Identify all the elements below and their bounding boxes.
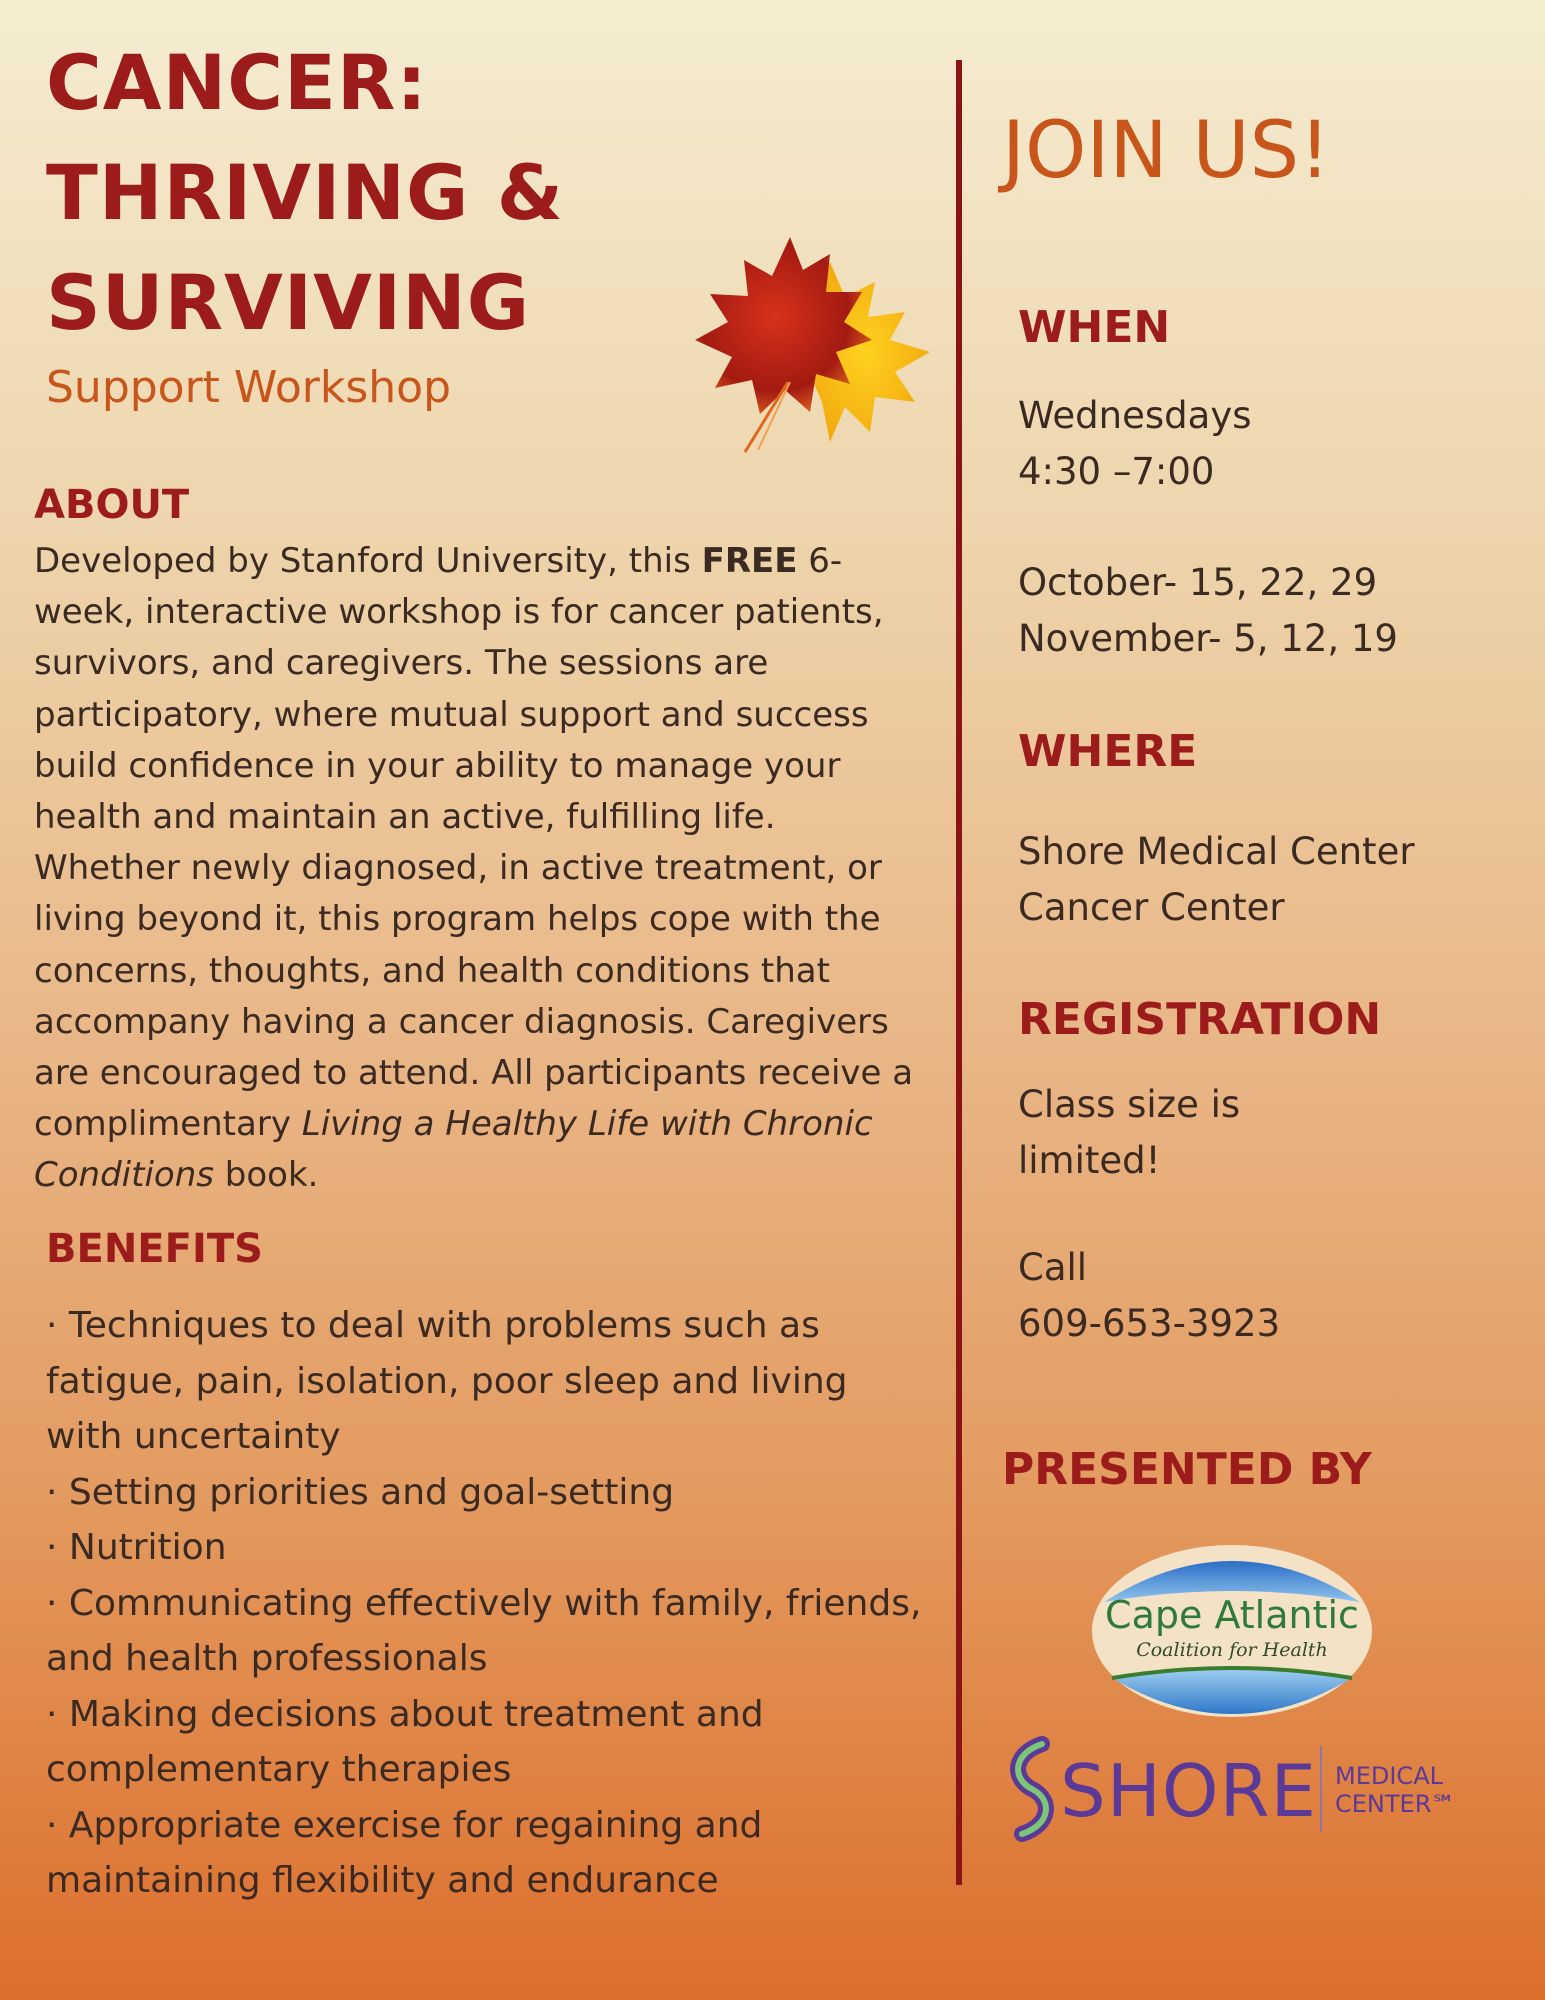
dates-october: October- 15, 22, 29	[1018, 561, 1378, 604]
dates-november: November- 5, 12, 19	[1018, 617, 1398, 660]
shore-medical: MEDICAL	[1335, 1762, 1443, 1790]
list-item: · Techniques to deal with problems such as fatigue, pain, isolation, poor sleep and living with uncertainty	[46, 1305, 848, 1457]
title-line: SURVIVING	[46, 258, 531, 347]
column-divider	[956, 60, 962, 1885]
registration-heading: REGISTRATION	[1018, 994, 1382, 1045]
when-day: Wednesdays	[1018, 394, 1252, 437]
benefits-list	[46, 1298, 926, 1909]
where-line: Cancer Center	[1018, 886, 1285, 929]
list-item: · Nutrition	[46, 1527, 227, 1568]
free-emphasis: FREE	[701, 541, 798, 581]
title-line: CANCER:	[46, 38, 428, 127]
subtitle: Support Workshop	[46, 362, 452, 413]
about-text: Developed by Stanford University, this	[34, 541, 702, 581]
page-title	[46, 28, 564, 358]
when-heading: WHEN	[1018, 302, 1171, 353]
list-item: · Making decisions about treatment and complementary therapies	[46, 1693, 764, 1790]
about-text: 6-week, interactive workshop is for cancer patients, survivors, and caregivers. The sessions are participatory, where mutual support and success build confidence in your ability to manage your health and maintain an active, fulfilling life. Whether newly diagnosed, in active treatment, or living beyond it, this program helps cope with the concerns, thoughts, and health conditions that accompany having a cancer diagnosis. Caregivers are encouraged to attend. All participants receive a complimentary	[34, 541, 914, 1145]
title-line: THRIVING &	[46, 148, 565, 237]
benefits-heading: BENEFITS	[46, 1226, 263, 1272]
cape-atlantic-logo	[1082, 1540, 1382, 1722]
where-details	[1018, 824, 1415, 936]
maple-leaf-icon	[640, 222, 980, 462]
when-details	[1018, 388, 1252, 500]
shore-center: CENTER℠	[1335, 1790, 1456, 1818]
about-paragraph	[34, 536, 914, 1202]
call-label: Call	[1018, 1246, 1088, 1289]
registration-details	[1018, 1077, 1240, 1189]
presented-by-heading: PRESENTED BY	[1002, 1444, 1372, 1495]
cape-atlantic-subtitle: Coalition for Health	[1136, 1639, 1328, 1661]
book-title: Living a Healthy Life with Chronic Conditions	[34, 1104, 873, 1196]
list-item: · Setting priorities and goal-setting	[46, 1471, 675, 1513]
registration-line: limited!	[1018, 1139, 1161, 1182]
about-heading: ABOUT	[34, 482, 190, 528]
about-text: book.	[213, 1155, 319, 1196]
where-heading: WHERE	[1018, 726, 1198, 777]
where-line: Shore Medical Center	[1018, 830, 1415, 873]
session-dates	[1018, 555, 1398, 667]
cape-atlantic-name: Cape Atlantic	[1105, 1593, 1359, 1637]
when-time: 4:30 –7:00	[1018, 450, 1215, 493]
shore-medical-center-logo	[1002, 1734, 1472, 1844]
phone-number: 609-653-3923	[1018, 1302, 1281, 1345]
shore-name: SHORE	[1060, 1749, 1318, 1833]
list-item: · Appropriate exercise for regaining and maintaining flexibility and endurance	[46, 1804, 763, 1901]
list-item: · Communicating effectively with family, friends, and health professionals	[46, 1582, 922, 1679]
call-details	[1018, 1240, 1280, 1352]
registration-line: Class size is	[1018, 1083, 1241, 1126]
join-us-heading: JOIN US!	[1002, 106, 1331, 196]
